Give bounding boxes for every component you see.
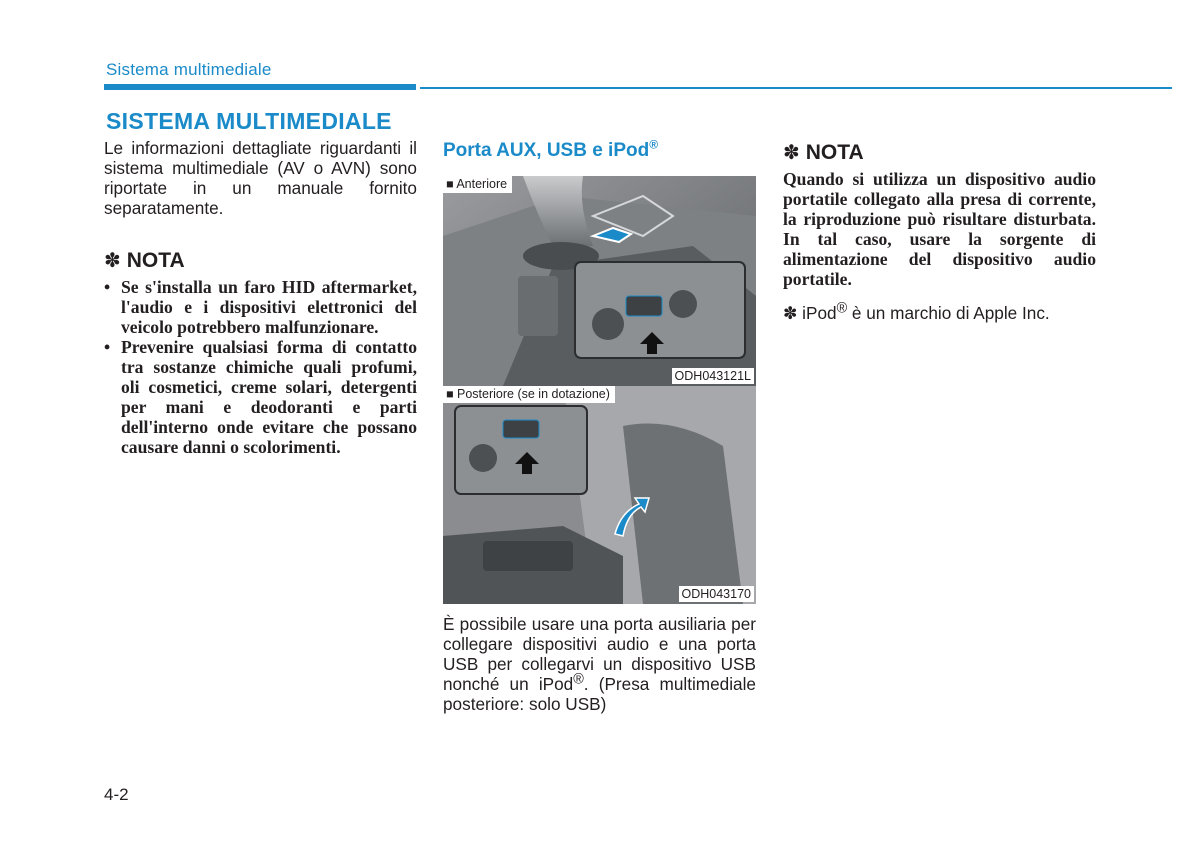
aux-usb-ipod-heading-text: Porta AUX, USB e iPod xyxy=(443,140,650,161)
registered-mark: ® xyxy=(649,137,659,152)
page-number: 4-2 xyxy=(104,785,129,804)
trademark-note-prefix: ✽ iPod xyxy=(783,303,837,323)
registered-mark: ® xyxy=(573,671,584,688)
nota-heading xyxy=(783,140,1096,165)
aux-usb-description-part2: . (Presa multimediale posteriore: solo USB) xyxy=(443,674,756,714)
bullet-dot-icon: • xyxy=(104,277,111,297)
section-header-label: Sistema multimediale xyxy=(106,60,272,79)
column-right xyxy=(783,138,1096,323)
nota-heading-label: NOTA xyxy=(126,248,185,272)
front-console-illustration xyxy=(443,176,756,386)
rear-seat-figure xyxy=(443,386,756,604)
nota-heading-label: NOTA xyxy=(805,140,864,164)
figure-caption-rear: ■ Posteriore (se in dotazione) xyxy=(443,386,615,403)
trademark-note-suffix: è un marchio di Apple Inc. xyxy=(847,303,1050,323)
page-title: SISTEMA MULTIMEDIALE xyxy=(106,108,392,134)
nota-body: Quando si utilizza un dispositivo audio portatile collegato alla presa di corrente, la riproduzione può risultare disturbata. In tal caso, usare la sorgente di alimentazione del dispositivo audio portatile. xyxy=(783,169,1096,289)
nota-star-icon: ✽ xyxy=(783,142,800,164)
figure-code-front: ODH043121L xyxy=(672,368,754,384)
nota-bullet-text: Prevenire qualsiasi forma di contatto tra sostanze chimiche quali profumi, oli cosmetici, creme solari, detergenti per mani e deodoranti e parti dell'interno onde evitare che possano causare danni o scolorimenti. xyxy=(121,337,417,457)
registered-mark: ® xyxy=(836,300,848,317)
header-rule-thick xyxy=(104,84,416,90)
figure-code-rear: ODH043170 xyxy=(679,586,755,602)
nota-bullet-list xyxy=(104,277,417,457)
aux-usb-ipod-heading xyxy=(443,137,756,162)
header-rule-thin xyxy=(420,87,1172,89)
nota-star-icon: ✽ xyxy=(104,250,121,272)
trademark-note xyxy=(783,300,1096,323)
intro-paragraph: Le informazioni dettagliate riguardanti il sistema multimediale (AV o AVN) sono riportate in un manuale fornito separatamente. xyxy=(104,138,417,218)
bullet-dot-icon: • xyxy=(104,337,111,357)
nota-bullet-item xyxy=(104,277,417,337)
aux-usb-description xyxy=(443,614,756,714)
column-middle xyxy=(443,138,756,714)
nota-bullet-item xyxy=(104,337,417,457)
rear-seat-illustration xyxy=(443,386,756,604)
aux-usb-description-part1: È possibile usare una porta ausiliaria per collegare dispositivi audio e una porta USB per collegarvi un dispositivo USB nonché un iPod xyxy=(443,614,756,694)
front-console-figure xyxy=(443,176,756,386)
figure-caption-front: ■ Anteriore xyxy=(443,176,512,193)
column-left xyxy=(104,138,417,457)
nota-heading xyxy=(104,248,417,273)
nota-bullet-text: Se s'installa un faro HID aftermarket, l'audio e i dispositivi elettronici del veicolo potrebbero malfunzionare. xyxy=(121,277,417,337)
